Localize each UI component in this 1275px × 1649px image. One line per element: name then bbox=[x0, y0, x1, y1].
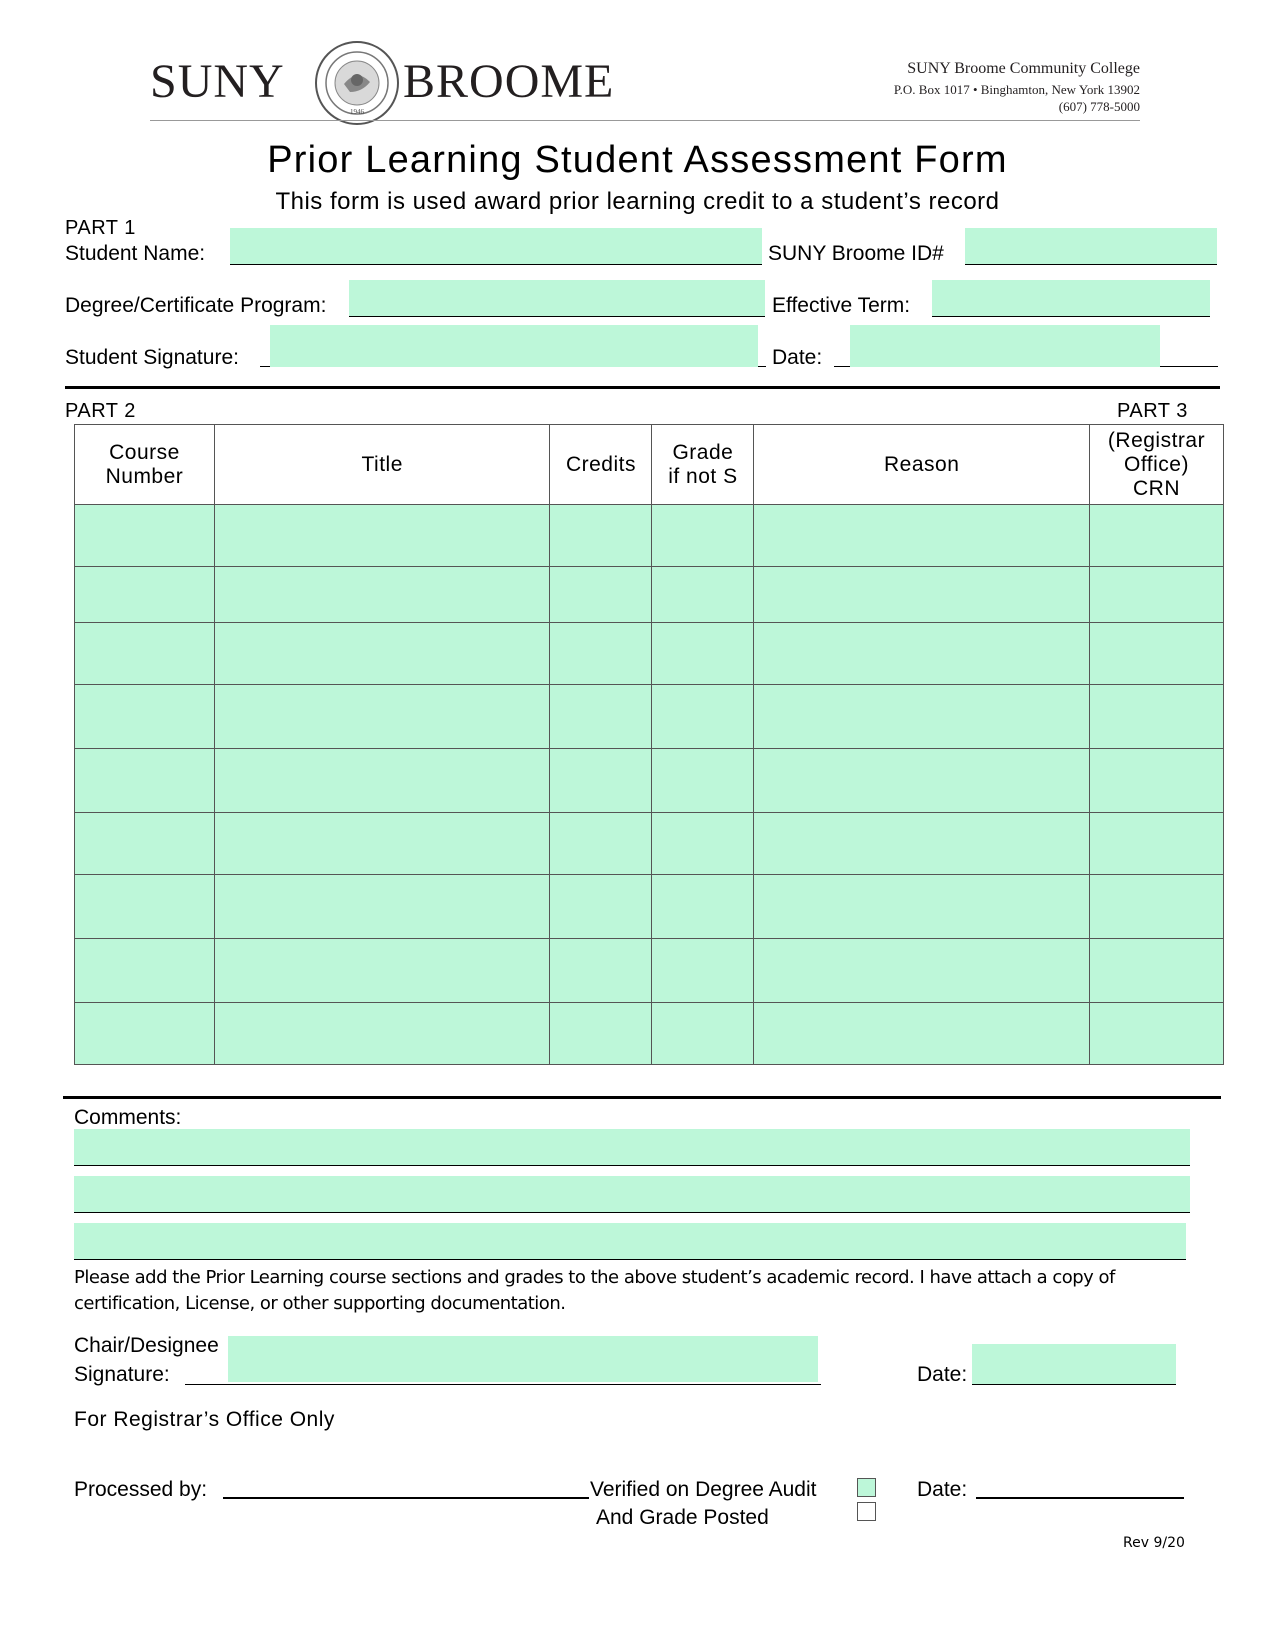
grade-cell[interactable] bbox=[652, 505, 754, 567]
grade-cell[interactable] bbox=[652, 1003, 754, 1065]
effective-term-field[interactable] bbox=[932, 280, 1210, 317]
credits-cell[interactable] bbox=[550, 875, 652, 939]
crn-cell[interactable] bbox=[1090, 685, 1224, 749]
chair-label-line1: Chair/Designee bbox=[74, 1334, 219, 1357]
brand-left: SUNY bbox=[150, 55, 285, 108]
title-cell[interactable] bbox=[214, 939, 550, 1003]
table-row bbox=[75, 623, 1224, 685]
crn-cell[interactable] bbox=[1090, 623, 1224, 685]
column-reason: Reason bbox=[754, 425, 1090, 505]
course-number-cell[interactable] bbox=[75, 749, 215, 813]
reason-cell[interactable] bbox=[754, 567, 1090, 623]
effective-term-label: Effective Term: bbox=[772, 294, 911, 317]
student-signature-label: Student Signature: bbox=[65, 346, 239, 369]
credits-cell[interactable] bbox=[550, 939, 652, 1003]
part1-divider bbox=[65, 386, 1220, 389]
comments-line-2[interactable] bbox=[74, 1176, 1190, 1213]
course-number-cell[interactable] bbox=[75, 939, 215, 1003]
crn-cell[interactable] bbox=[1090, 875, 1224, 939]
grade-cell[interactable] bbox=[652, 623, 754, 685]
course-number-cell[interactable] bbox=[75, 685, 215, 749]
title-cell[interactable] bbox=[214, 813, 550, 875]
chair-date-label: Date: bbox=[917, 1363, 968, 1386]
college-name: SUNY Broome Community College bbox=[907, 60, 1140, 77]
comments-label: Comments: bbox=[74, 1106, 182, 1129]
credits-cell[interactable] bbox=[550, 623, 652, 685]
course-number-cell[interactable] bbox=[75, 875, 215, 939]
reason-cell[interactable] bbox=[754, 623, 1090, 685]
table-row bbox=[75, 505, 1224, 567]
course-number-cell[interactable] bbox=[75, 813, 215, 875]
table-row bbox=[75, 685, 1224, 749]
table-body bbox=[75, 505, 1224, 1065]
title-cell[interactable] bbox=[214, 567, 550, 623]
table-row bbox=[75, 1003, 1224, 1065]
crn-cell[interactable] bbox=[1090, 749, 1224, 813]
header-divider bbox=[150, 120, 1140, 121]
course-number-cell[interactable] bbox=[75, 505, 215, 567]
credits-cell[interactable] bbox=[550, 505, 652, 567]
grade-cell[interactable] bbox=[652, 567, 754, 623]
credits-cell[interactable] bbox=[550, 685, 652, 749]
column-credits: Credits bbox=[550, 425, 652, 505]
reason-cell[interactable] bbox=[754, 1003, 1090, 1065]
chair-signature-underline bbox=[185, 1384, 821, 1385]
registrar-heading: For Registrar’s Office Only bbox=[74, 1408, 335, 1431]
documentation-statement: Please add the Prior Learning course sections and grades to the above student’s academic record. I have attach a copy of certification, License, or other supporting documentation. bbox=[74, 1267, 1115, 1314]
form-title: Prior Learning Student Assessment Form bbox=[267, 139, 1008, 181]
verified-label: Verified on Degree Audit bbox=[590, 1478, 817, 1501]
program-field[interactable] bbox=[349, 280, 765, 317]
title-cell[interactable] bbox=[214, 875, 550, 939]
comments-line-3[interactable] bbox=[74, 1223, 1186, 1260]
grade-cell[interactable] bbox=[652, 939, 754, 1003]
student-name-field[interactable] bbox=[230, 228, 762, 265]
crn-cell[interactable] bbox=[1090, 813, 1224, 875]
reason-cell[interactable] bbox=[754, 685, 1090, 749]
course-number-cell[interactable] bbox=[75, 567, 215, 623]
chair-date-field[interactable] bbox=[972, 1344, 1176, 1385]
reason-cell[interactable] bbox=[754, 875, 1090, 939]
credits-cell[interactable] bbox=[550, 813, 652, 875]
reason-cell[interactable] bbox=[754, 505, 1090, 567]
crn-cell[interactable] bbox=[1090, 505, 1224, 567]
signature-date-field[interactable] bbox=[850, 325, 1160, 367]
column-title: Title bbox=[214, 425, 550, 505]
reason-cell[interactable] bbox=[754, 939, 1090, 1003]
table-row bbox=[75, 875, 1224, 939]
college-phone: (607) 778-5000 bbox=[1058, 99, 1140, 114]
reason-cell[interactable] bbox=[754, 749, 1090, 813]
crn-cell[interactable] bbox=[1090, 1003, 1224, 1065]
chair-label-line2: Signature: bbox=[74, 1363, 170, 1386]
table-row bbox=[75, 813, 1224, 875]
suny-id-field[interactable] bbox=[965, 228, 1217, 265]
column-grade: Grade if not S bbox=[652, 425, 754, 505]
table-row bbox=[75, 939, 1224, 1003]
credits-cell[interactable] bbox=[550, 567, 652, 623]
signature-date-label: Date: bbox=[772, 346, 823, 369]
grade-posted-checkbox[interactable] bbox=[857, 1502, 876, 1521]
student-name-label: Student Name: bbox=[65, 242, 206, 265]
part2-divider bbox=[63, 1096, 1221, 1099]
title-cell[interactable] bbox=[214, 749, 550, 813]
table-row bbox=[75, 567, 1224, 623]
student-signature-field[interactable] bbox=[270, 325, 758, 367]
suny-id-label: SUNY Broome ID# bbox=[768, 242, 944, 265]
table-row bbox=[75, 749, 1224, 813]
grade-cell[interactable] bbox=[652, 813, 754, 875]
crn-cell[interactable] bbox=[1090, 567, 1224, 623]
grade-posted-label: And Grade Posted bbox=[596, 1506, 769, 1529]
processed-by-label: Processed by: bbox=[74, 1478, 208, 1501]
processed-by-field[interactable] bbox=[223, 1497, 589, 1499]
comments-line-1[interactable] bbox=[74, 1129, 1190, 1166]
registrar-date-field[interactable] bbox=[976, 1497, 1184, 1499]
credits-cell[interactable] bbox=[550, 749, 652, 813]
verified-checkbox[interactable] bbox=[857, 1478, 876, 1497]
seal-year: 1946 bbox=[350, 108, 364, 116]
column-course-number: Course Number bbox=[75, 425, 215, 505]
credits-cell[interactable] bbox=[550, 1003, 652, 1065]
program-label: Degree/Certificate Program: bbox=[65, 294, 327, 317]
course-number-cell[interactable] bbox=[75, 1003, 215, 1065]
college-address: P.O. Box 1017 • Binghamton, New York 13902 bbox=[893, 82, 1140, 97]
crn-cell[interactable] bbox=[1090, 939, 1224, 1003]
chair-signature-field[interactable] bbox=[228, 1336, 818, 1382]
grade-cell[interactable] bbox=[652, 875, 754, 939]
prior-learning-table bbox=[74, 424, 1224, 1065]
part3-heading: PART 3 bbox=[1117, 400, 1188, 422]
part1-heading: PART 1 bbox=[65, 217, 136, 239]
registrar-date-label: Date: bbox=[917, 1478, 968, 1501]
title-cell[interactable] bbox=[214, 685, 550, 749]
brand-right: BROOME bbox=[403, 55, 615, 108]
college-seal bbox=[314, 40, 400, 126]
column-crn: (Registrar Office) CRN bbox=[1090, 425, 1224, 505]
reason-cell[interactable] bbox=[754, 813, 1090, 875]
revision-label: Rev 9/20 bbox=[1123, 1535, 1185, 1551]
grade-cell[interactable] bbox=[652, 685, 754, 749]
title-cell[interactable] bbox=[214, 623, 550, 685]
form-subtitle: This form is used award prior learning credit to a student’s record bbox=[275, 188, 1000, 215]
course-number-cell[interactable] bbox=[75, 623, 215, 685]
part2-heading: PART 2 bbox=[65, 400, 136, 422]
table-header-row bbox=[75, 425, 1224, 505]
grade-cell[interactable] bbox=[652, 749, 754, 813]
title-cell[interactable] bbox=[214, 1003, 550, 1065]
title-cell[interactable] bbox=[214, 505, 550, 567]
